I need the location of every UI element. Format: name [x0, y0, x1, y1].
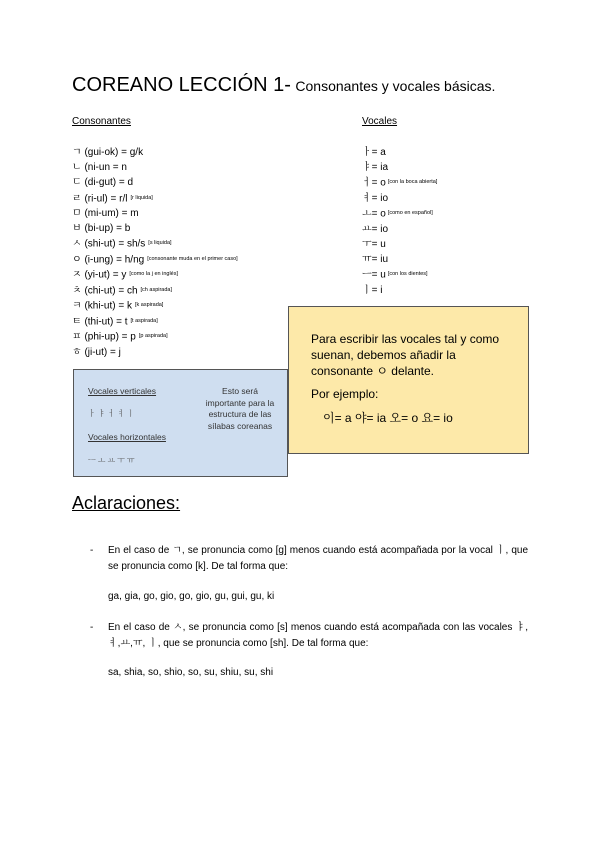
consonant-item	[72, 236, 238, 251]
consonant-text: ㅊ (chi-ut) = ch	[72, 285, 138, 297]
vowel-text: ㅓ= o	[362, 177, 386, 189]
consonant-item	[72, 329, 238, 344]
clarification-2: En el caso de ㅅ, se pronuncia como [s] menos cuando está acompañada con las vocales ㅑ, ㅕ,ㅛ,ㅠ, ㅣ, que se pronuncia como [sh]. De tal forma que:	[108, 622, 528, 649]
vowel-text: ㅗ= o	[362, 208, 386, 220]
vowel-item	[362, 160, 437, 175]
consonant-note: [s liquida]	[148, 240, 172, 247]
vowel-note: [con los dientes]	[387, 271, 428, 278]
vowel-text: ㅡ= u	[362, 269, 386, 281]
consonant-text: ㅅ (shi-ut) = sh/s	[72, 238, 146, 250]
horizontal-vowels-label: Vocales horizontales	[88, 432, 166, 442]
vowel-item	[362, 206, 437, 221]
consonant-note: [consonante muda en el primer caso]	[147, 255, 238, 262]
vowel-item	[362, 237, 437, 252]
consonant-note: [p aspirada]	[138, 333, 168, 340]
example-syllables: 이= a 야= ia 오= o 요= io	[323, 411, 453, 425]
vowel-text: ㅛ= io	[362, 223, 389, 235]
consonant-item	[72, 160, 238, 175]
vowel-text: ㅏ= a	[362, 147, 386, 158]
title-main: COREANO LECCIÓN 1-	[72, 74, 291, 96]
vowel-text: ㅑ= ia	[362, 162, 389, 174]
page-title	[72, 74, 495, 97]
vowels-list	[362, 145, 437, 298]
consonant-item	[72, 267, 238, 282]
consonant-text: ㅎ (ji-ut) = j	[72, 346, 121, 358]
consonant-text: ㅇ (i-ung) = h/ng	[72, 254, 145, 266]
title-subtitle: Consonantes y vocales básicas.	[295, 78, 496, 94]
consonant-text: ㅂ (bi-up) = b	[72, 223, 131, 235]
consonant-text: ㅈ (yi-ut) = y	[72, 269, 127, 281]
vowel-text: ㅣ= i	[362, 284, 383, 296]
structure-note: Esto será importante para la estructura de las sílabas coreanas	[205, 386, 275, 431]
vowel-text: ㅕ= io	[362, 192, 389, 204]
vowel-item	[362, 191, 437, 206]
consonant-text: ㅍ (phi-up) = p	[72, 331, 136, 343]
vowels-heading: Vocales	[362, 116, 398, 127]
consonant-item	[72, 191, 238, 206]
vertical-vowels-glyphs: ㅏㅑㅓㅕㅣ	[88, 409, 137, 418]
aclaraciones-heading: Aclaraciones:	[72, 493, 181, 513]
consonant-note: [r liquida]	[130, 194, 153, 201]
consonant-item	[72, 298, 238, 313]
consonant-item	[72, 221, 238, 236]
vowel-text: ㅜ= u	[362, 238, 386, 250]
example-label: Por ejemplo:	[311, 387, 379, 401]
vowel-note: [con la boca abierta]	[387, 179, 438, 186]
consonant-note: [k aspirada]	[134, 302, 164, 309]
vowel-item	[362, 267, 437, 282]
example-1: ga, gia, go, gio, go, gio, gu, gui, gu, ki	[108, 591, 275, 602]
consonants-heading: Consonantes	[72, 116, 131, 127]
bullet-1: -	[90, 545, 94, 556]
vowel-types-box	[73, 369, 288, 477]
consonant-item	[72, 145, 238, 160]
consonant-text: ㄷ (di-gut) = d	[72, 177, 134, 189]
consonant-item	[72, 345, 238, 360]
consonant-note: [como la j en inglés]	[129, 271, 178, 278]
consonant-text: ㄱ (gui-ok) = g/k	[72, 147, 144, 158]
consonant-text: ㅁ (mi-um) = m	[72, 208, 139, 220]
vowel-text: ㅠ= iu	[362, 253, 389, 265]
consonant-item	[72, 175, 238, 190]
vertical-vowels-label: Vocales verticales	[88, 386, 157, 396]
consonant-text: ㄴ (ni-un = n	[72, 162, 127, 174]
horizontal-vowels-glyphs: ㅡㅗㅛㅜㅠ	[88, 456, 137, 465]
example-2: sa, shia, so, shio, so, su, shiu, su, shi	[108, 667, 274, 678]
consonant-text: ㄹ (ri-ul) = r/l	[72, 192, 128, 204]
vowel-item	[362, 175, 437, 190]
clarification-1: En el caso de ㄱ, se pronuncia como [g] menos cuando está acompañada por la vocal ㅣ, que se pronuncia como [k]. De tal forma que:	[108, 545, 528, 572]
bullet-2: -	[90, 622, 94, 633]
vowel-note: [como en español]	[387, 210, 433, 217]
vowel-item	[362, 222, 437, 237]
consonant-note: [ch aspirada]	[140, 286, 173, 293]
consonant-item	[72, 283, 238, 298]
consonant-item	[72, 252, 238, 267]
consonant-text: ㅌ (thi-ut) = t	[72, 315, 128, 327]
consonant-note: [t aspirada]	[130, 317, 158, 324]
vowel-item	[362, 283, 437, 298]
vowel-item	[362, 252, 437, 267]
consonant-text: ㅋ (khi-ut) = k	[72, 300, 132, 312]
consonant-item	[72, 314, 238, 329]
vowel-writing-box	[288, 306, 529, 454]
vowel-writing-paragraph: Para escribir las vocales tal y como suenan, debemos añadir la consonante ㅇ delante.	[311, 332, 500, 378]
consonant-item	[72, 206, 238, 221]
vowel-item	[362, 145, 437, 160]
consonants-list	[72, 145, 238, 360]
